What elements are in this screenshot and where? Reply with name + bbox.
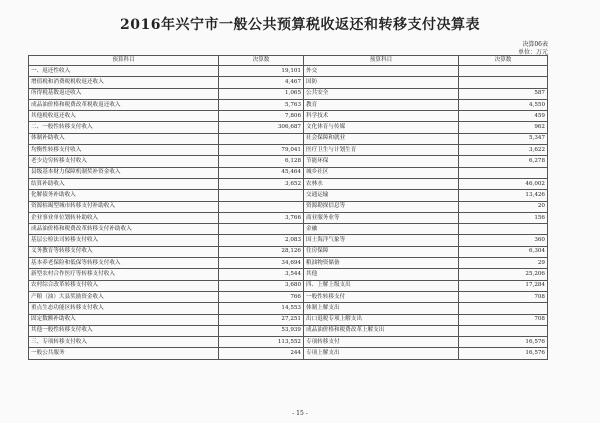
right-item-name: 一般性转移支付 bbox=[304, 291, 459, 302]
table-row bbox=[29, 156, 548, 167]
left-item-name: 其他税收返还收入 bbox=[29, 111, 219, 122]
left-item-amount: 3,652 bbox=[219, 178, 304, 189]
table-row bbox=[29, 66, 548, 77]
right-item-amount: 587 bbox=[459, 88, 548, 99]
left-item-amount: 7,806 bbox=[219, 111, 304, 122]
right-item-name: 专项上解支出 bbox=[304, 348, 459, 359]
table-row bbox=[29, 88, 548, 99]
header-item-right: 预算科目 bbox=[304, 56, 459, 66]
left-item-amount: 28,126 bbox=[219, 246, 304, 257]
left-item-name: 所得税基数返还收入 bbox=[29, 88, 219, 99]
right-item-name: 金融 bbox=[304, 224, 459, 235]
left-item-name: 三、专项转移支付收入 bbox=[29, 337, 219, 348]
right-item-name: 教育 bbox=[304, 99, 459, 110]
right-item-name: 农林水 bbox=[304, 178, 459, 189]
right-item-name: 节能环保 bbox=[304, 156, 459, 167]
table-row bbox=[29, 280, 548, 291]
right-item-name: 体制上解支出 bbox=[304, 303, 459, 314]
right-item-amount bbox=[459, 167, 548, 178]
left-item-amount bbox=[219, 201, 304, 212]
table-row bbox=[29, 303, 548, 314]
table-row bbox=[29, 246, 548, 257]
right-item-amount: 13,426 bbox=[459, 190, 548, 201]
left-item-name: 一般公共服务 bbox=[29, 348, 219, 359]
left-item-amount: 5,763 bbox=[219, 99, 304, 110]
left-item-name: 重点生态功能区转移支付收入 bbox=[29, 303, 219, 314]
left-item-amount: 306,687 bbox=[219, 122, 304, 133]
left-item-name: 县级基本财力保障机制奖补资金收入 bbox=[29, 167, 219, 178]
right-item-name: 商业服务业等 bbox=[304, 212, 459, 223]
right-item-name: 其他 bbox=[304, 269, 459, 280]
left-item-name: 产粮（油）大县奖励资金收入 bbox=[29, 291, 219, 302]
right-item-name: 成品油价格和税费改革上解支出 bbox=[304, 325, 459, 336]
right-item-name: 交通运输 bbox=[304, 190, 459, 201]
right-item-amount: 46,002 bbox=[459, 178, 548, 189]
left-item-name: 均衡性转移支付收入 bbox=[29, 145, 219, 156]
right-item-name: 四、上解上级支出 bbox=[304, 280, 459, 291]
left-item-name: 结算补助收入 bbox=[29, 178, 219, 189]
right-item-name: 社会保障和就业 bbox=[304, 133, 459, 144]
left-item-name: 增值税和消费税税收返还收入 bbox=[29, 77, 219, 88]
right-item-amount bbox=[459, 224, 548, 235]
left-item-name: 农村综合改革转移支付收入 bbox=[29, 280, 219, 291]
left-item-amount: 34,694 bbox=[219, 258, 304, 269]
left-item-name: 老少边穷转移支付收入 bbox=[29, 156, 219, 167]
right-item-amount: 16,576 bbox=[459, 337, 548, 348]
table-row bbox=[29, 212, 548, 223]
table-row bbox=[29, 190, 548, 201]
table-row bbox=[29, 111, 548, 122]
unit-label: 单位：万元 bbox=[517, 49, 548, 56]
left-item-amount: 1,065 bbox=[219, 88, 304, 99]
document-title: 2016年兴宁市一般公共预算税收返还和转移支付决算表 bbox=[120, 17, 480, 33]
left-item-amount: 53,939 bbox=[219, 325, 304, 336]
header-item: 预算科目 bbox=[29, 56, 219, 66]
left-item-name: 新型农村合作医疗等转移支付收入 bbox=[29, 269, 219, 280]
right-item-amount: 962 bbox=[459, 122, 548, 133]
right-item-amount: 6,304 bbox=[459, 246, 548, 257]
right-item-name: 科学技术 bbox=[304, 111, 459, 122]
left-item-amount: 766 bbox=[219, 291, 304, 302]
right-item-name: 资源勘探信息等 bbox=[304, 201, 459, 212]
table-row bbox=[29, 145, 548, 156]
left-item-name: 企业事业单位划转补助收入 bbox=[29, 212, 219, 223]
right-item-amount: 17,284 bbox=[459, 280, 548, 291]
table-row bbox=[29, 269, 548, 280]
right-item-amount: 6,278 bbox=[459, 156, 548, 167]
left-item-amount bbox=[219, 224, 304, 235]
table-row bbox=[29, 258, 548, 269]
right-item-name: 公共安全 bbox=[304, 88, 459, 99]
table-body bbox=[29, 66, 548, 360]
left-item-amount: 4,467 bbox=[219, 77, 304, 88]
table-row bbox=[29, 77, 548, 88]
right-item-amount bbox=[459, 77, 548, 88]
left-item-amount: 79,041 bbox=[219, 145, 304, 156]
left-item-amount: 2,083 bbox=[219, 235, 304, 246]
right-item-amount: 16,576 bbox=[459, 348, 548, 359]
table-number: 决算06表 bbox=[522, 41, 548, 48]
right-item-amount: 708 bbox=[459, 314, 548, 325]
left-item-amount bbox=[219, 133, 304, 144]
right-item-amount: 29 bbox=[459, 258, 548, 269]
left-item-name: 义务教育等转移支付收入 bbox=[29, 246, 219, 257]
table-row bbox=[29, 122, 548, 133]
table-row bbox=[29, 99, 548, 110]
table-row bbox=[29, 337, 548, 348]
left-item-amount: 3,680 bbox=[219, 280, 304, 291]
right-item-name: 出口退税专项上解支出 bbox=[304, 314, 459, 325]
page-number: - 15 - bbox=[292, 410, 308, 417]
table-header-row bbox=[29, 56, 548, 66]
right-item-amount: 25,206 bbox=[459, 269, 548, 280]
left-item-amount bbox=[219, 190, 304, 201]
right-item-name: 外交 bbox=[304, 66, 459, 77]
left-item-name: 固定数额补助收入 bbox=[29, 314, 219, 325]
left-item-amount: 45,464 bbox=[219, 167, 304, 178]
left-item-amount: 244 bbox=[219, 348, 304, 359]
table-row bbox=[29, 224, 548, 235]
right-item-name: 文化体育与传媒 bbox=[304, 122, 459, 133]
left-item-name: 二、一般性转移支付收入 bbox=[29, 122, 219, 133]
left-item-name: 成品油价格和税费改革转移支付补助收入 bbox=[29, 224, 219, 235]
table-row bbox=[29, 201, 548, 212]
right-item-amount: 4,550 bbox=[459, 99, 548, 110]
left-item-amount: 3,766 bbox=[219, 212, 304, 223]
left-item-name: 基层公检法司转移支付收入 bbox=[29, 235, 219, 246]
budget-table bbox=[28, 55, 548, 360]
table-row bbox=[29, 133, 548, 144]
right-item-name: 国土海洋气象等 bbox=[304, 235, 459, 246]
left-item-amount: 113,552 bbox=[219, 337, 304, 348]
left-item-amount: 19,101 bbox=[219, 66, 304, 77]
left-item-name: 资源枯竭型城市转移支付补助收入 bbox=[29, 201, 219, 212]
right-item-name: 城乡社区 bbox=[304, 167, 459, 178]
left-item-name: 体制补助收入 bbox=[29, 133, 219, 144]
right-item-amount: 360 bbox=[459, 235, 548, 246]
right-item-name: 粮油物资储备 bbox=[304, 258, 459, 269]
right-item-amount: 5,347 bbox=[459, 133, 548, 144]
left-item-name: 成品油价格和税费改革税收返还收入 bbox=[29, 99, 219, 110]
header-amount: 决算数 bbox=[219, 56, 304, 66]
left-item-name: 基本养老保险和低保等转移支付收入 bbox=[29, 258, 219, 269]
right-item-amount bbox=[459, 325, 548, 336]
header-amount-right: 决算数 bbox=[459, 56, 548, 66]
right-item-name: 住房保障 bbox=[304, 246, 459, 257]
right-item-amount: 3,622 bbox=[459, 145, 548, 156]
right-item-amount bbox=[459, 66, 548, 77]
table-row bbox=[29, 235, 548, 246]
left-item-amount: 6,128 bbox=[219, 156, 304, 167]
right-item-amount bbox=[459, 303, 548, 314]
table-row bbox=[29, 314, 548, 325]
right-item-amount: 156 bbox=[459, 212, 548, 223]
right-item-name: 国防 bbox=[304, 77, 459, 88]
right-item-amount: 459 bbox=[459, 111, 548, 122]
table-row bbox=[29, 348, 548, 359]
left-item-name: 化解债务补助收入 bbox=[29, 190, 219, 201]
table-row bbox=[29, 178, 548, 189]
left-item-amount: 27,251 bbox=[219, 314, 304, 325]
right-item-amount: 20 bbox=[459, 201, 548, 212]
right-item-name: 医疗卫生与计划生育 bbox=[304, 145, 459, 156]
table-row bbox=[29, 291, 548, 302]
left-item-amount: 14,553 bbox=[219, 303, 304, 314]
table-row bbox=[29, 325, 548, 336]
table-row bbox=[29, 167, 548, 178]
right-item-amount: 708 bbox=[459, 291, 548, 302]
right-item-name: 专项转移支付 bbox=[304, 337, 459, 348]
left-item-name: 其他一般性转移支付收入 bbox=[29, 325, 219, 336]
left-item-amount: 3,544 bbox=[219, 269, 304, 280]
left-item-name: 一、返还性收入 bbox=[29, 66, 219, 77]
